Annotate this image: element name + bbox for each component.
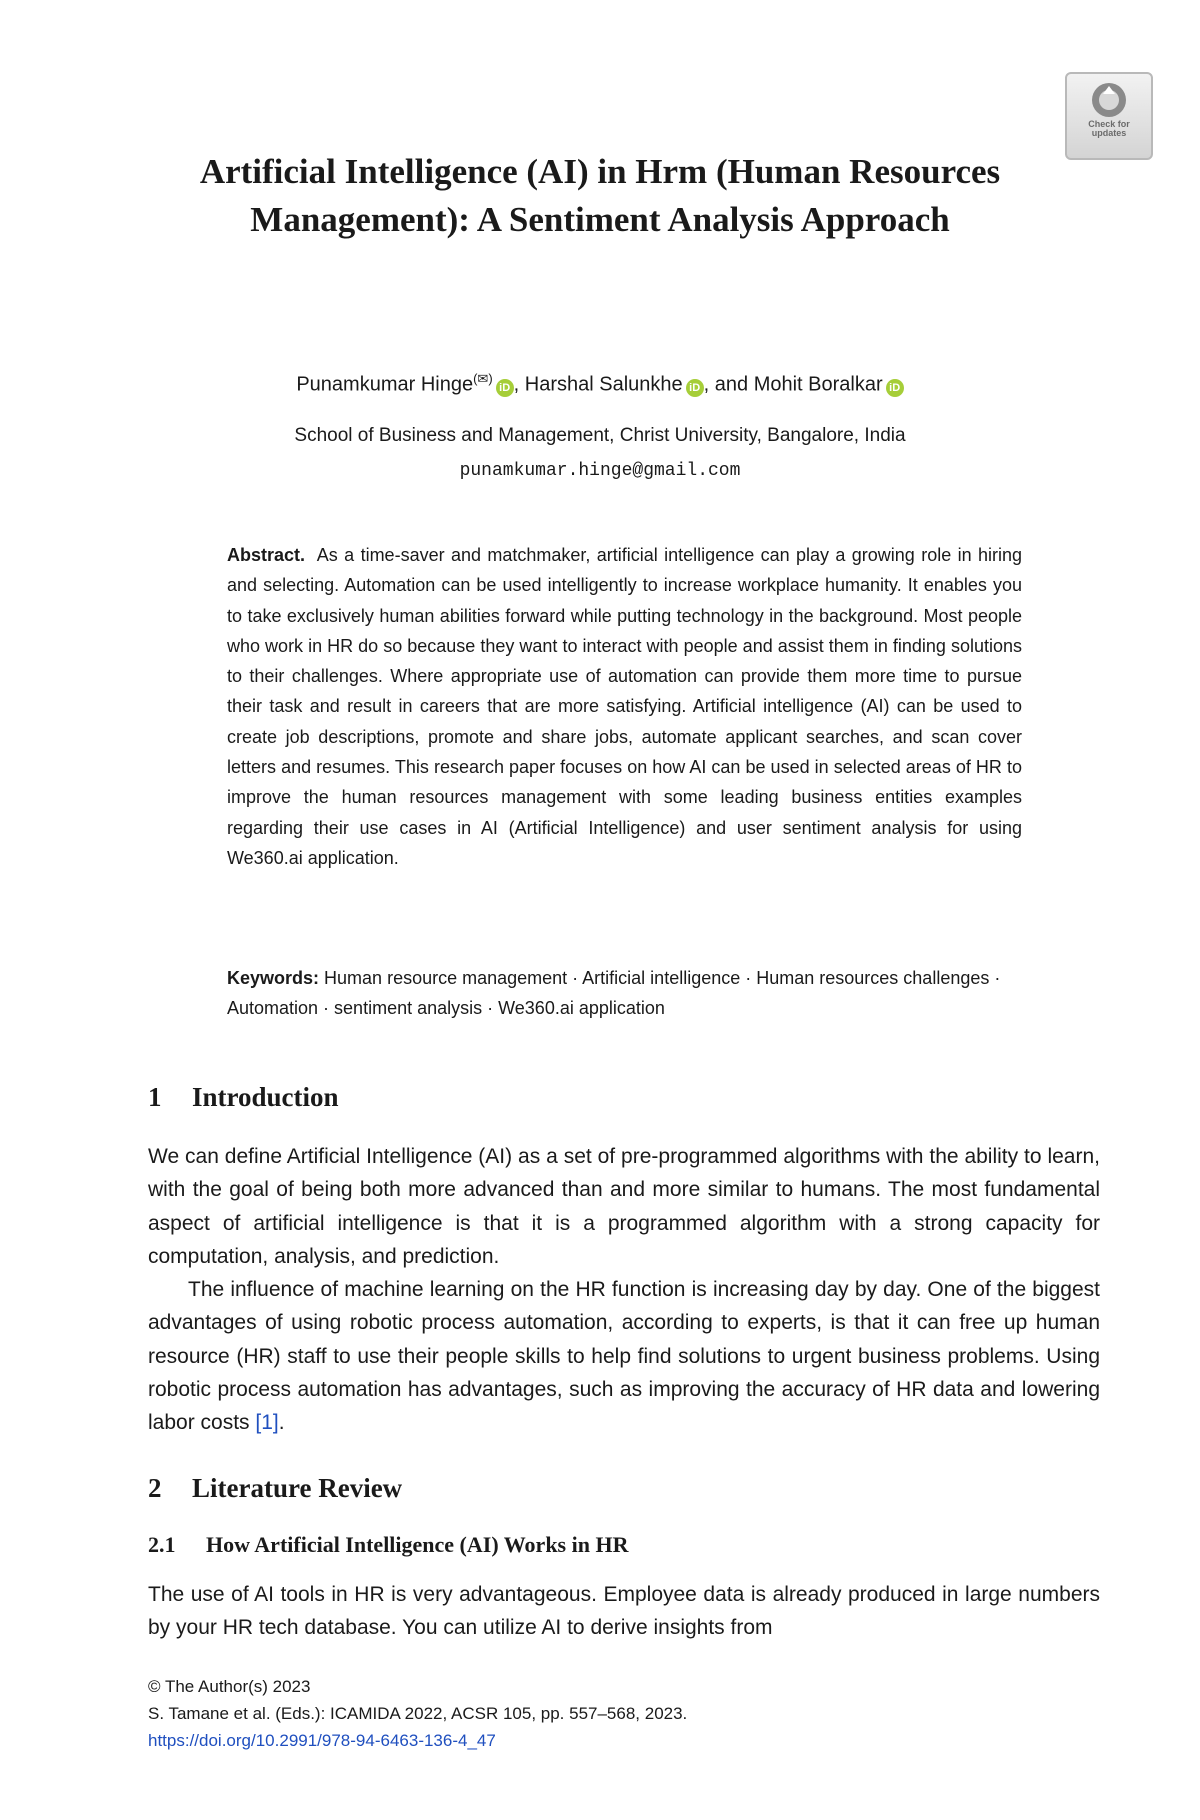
footer-notes bbox=[148, 1673, 1100, 1754]
paragraph-text: The influence of machine learning on the HR function is increasing day by day. One of the biggest advantages of using robotic process automation, according to experts, is that it can free up human resource (HR) staff to use their people skills to help find solutions to urgent business problems. Using robotic process automation has advantages, such as improving the accuracy of HR data and lowering labor costs bbox=[148, 1278, 1100, 1435]
citation-line: S. Tamane et al. (Eds.): ICAMIDA 2022, ACSR 105, pp. 557–568, 2023. bbox=[148, 1704, 688, 1723]
section-title: Literature Review bbox=[192, 1473, 403, 1503]
abstract-label: Abstract. bbox=[227, 545, 306, 565]
author-separator: , bbox=[513, 373, 525, 396]
author-separator: , and bbox=[703, 373, 754, 396]
section-number: 2 bbox=[148, 1473, 162, 1503]
paragraph-end: . bbox=[278, 1411, 285, 1435]
body-paragraph bbox=[148, 1273, 1100, 1439]
keywords-text: Human resource management · Artificial intelligence · Human resources challenges · Automation · sentiment analysis · We360.ai application bbox=[227, 968, 1001, 1019]
paper-title: Artificial Intelligence (AI) in Hrm (Human Resources Management): A Sentiment Analysis Approach bbox=[199, 152, 1001, 239]
author-name: Mohit Boralkar bbox=[753, 373, 883, 396]
orcid-icon[interactable]: iD bbox=[686, 379, 704, 397]
affiliation: School of Business and Management, Christ University, Bangalore, India bbox=[294, 425, 906, 446]
corresponding-mark: (✉) bbox=[473, 371, 493, 386]
abstract bbox=[227, 540, 1022, 873]
section-heading-literature-review bbox=[148, 1470, 402, 1506]
author-list bbox=[100, 365, 1100, 399]
keywords-label: Keywords: bbox=[227, 968, 320, 988]
abstract-text: As a time-saver and matchmaker, artificial intelligence can play a growing role in hiring and selecting. Automation can be used intelligently to increase workplace humanity. It enables you to take exclusively human abilities forward while putting technology in the background. Most people who work in HR do so because they want to interact with people and assist them in finding solutions to their challenges. Where appropriate use of automation can provide them more time to pursue their task and result in careers that are more satisfying. Artificial intelligence (AI) can be used to create job descriptions, promote and share jobs, automate applicant searches, and scan cover letters and resumes. This research paper focuses on how AI can be used in selected areas of HR to improve the human resources management with some leading business entities examples regarding their use cases in AI (Artificial Intelligence) and user sentiment analysis for using We360.ai application. bbox=[227, 545, 1022, 868]
check-updates-icon bbox=[1089, 80, 1129, 120]
author-name: Harshal Salunkhe bbox=[524, 373, 683, 396]
subsection-number: 2.1 bbox=[148, 1532, 176, 1557]
section-title: Introduction bbox=[192, 1082, 339, 1112]
body-paragraph: We can define Artificial Intelligence (AI) as a set of pre-programmed algorithms with the ability to learn, with the goal of being both more advanced than and more similar to humans. The most fundamental aspect of artificial intelligence is that it is a programmed algorithm with a strong capacity for computation, analysis, and prediction. bbox=[148, 1145, 1100, 1268]
orcid-icon[interactable]: iD bbox=[886, 379, 904, 397]
badge-label: Check for updates bbox=[1088, 119, 1130, 138]
section-heading-introduction bbox=[148, 1079, 339, 1115]
check-for-updates-badge[interactable] bbox=[1065, 72, 1153, 160]
citation-link[interactable]: [1] bbox=[255, 1411, 279, 1435]
orcid-icon[interactable]: iD bbox=[496, 379, 514, 397]
doi-link[interactable]: https://doi.org/10.2991/978-94-6463-136-4_47 bbox=[148, 1731, 496, 1750]
keywords bbox=[227, 963, 1022, 1024]
subsection-title: How Artificial Intelligence (AI) Works in HR bbox=[206, 1532, 629, 1557]
body-paragraph: The use of AI tools in HR is very advantageous. Employee data is already produced in large numbers by your HR tech database. You can utilize AI to derive insights from bbox=[148, 1583, 1100, 1640]
copyright-line: © The Author(s) 2023 bbox=[148, 1677, 311, 1696]
subsection-heading bbox=[148, 1530, 628, 1560]
author-email[interactable]: punamkumar.hinge@gmail.com bbox=[459, 461, 741, 481]
section-number: 1 bbox=[148, 1082, 162, 1112]
author-name: Punamkumar Hinge bbox=[296, 373, 474, 396]
